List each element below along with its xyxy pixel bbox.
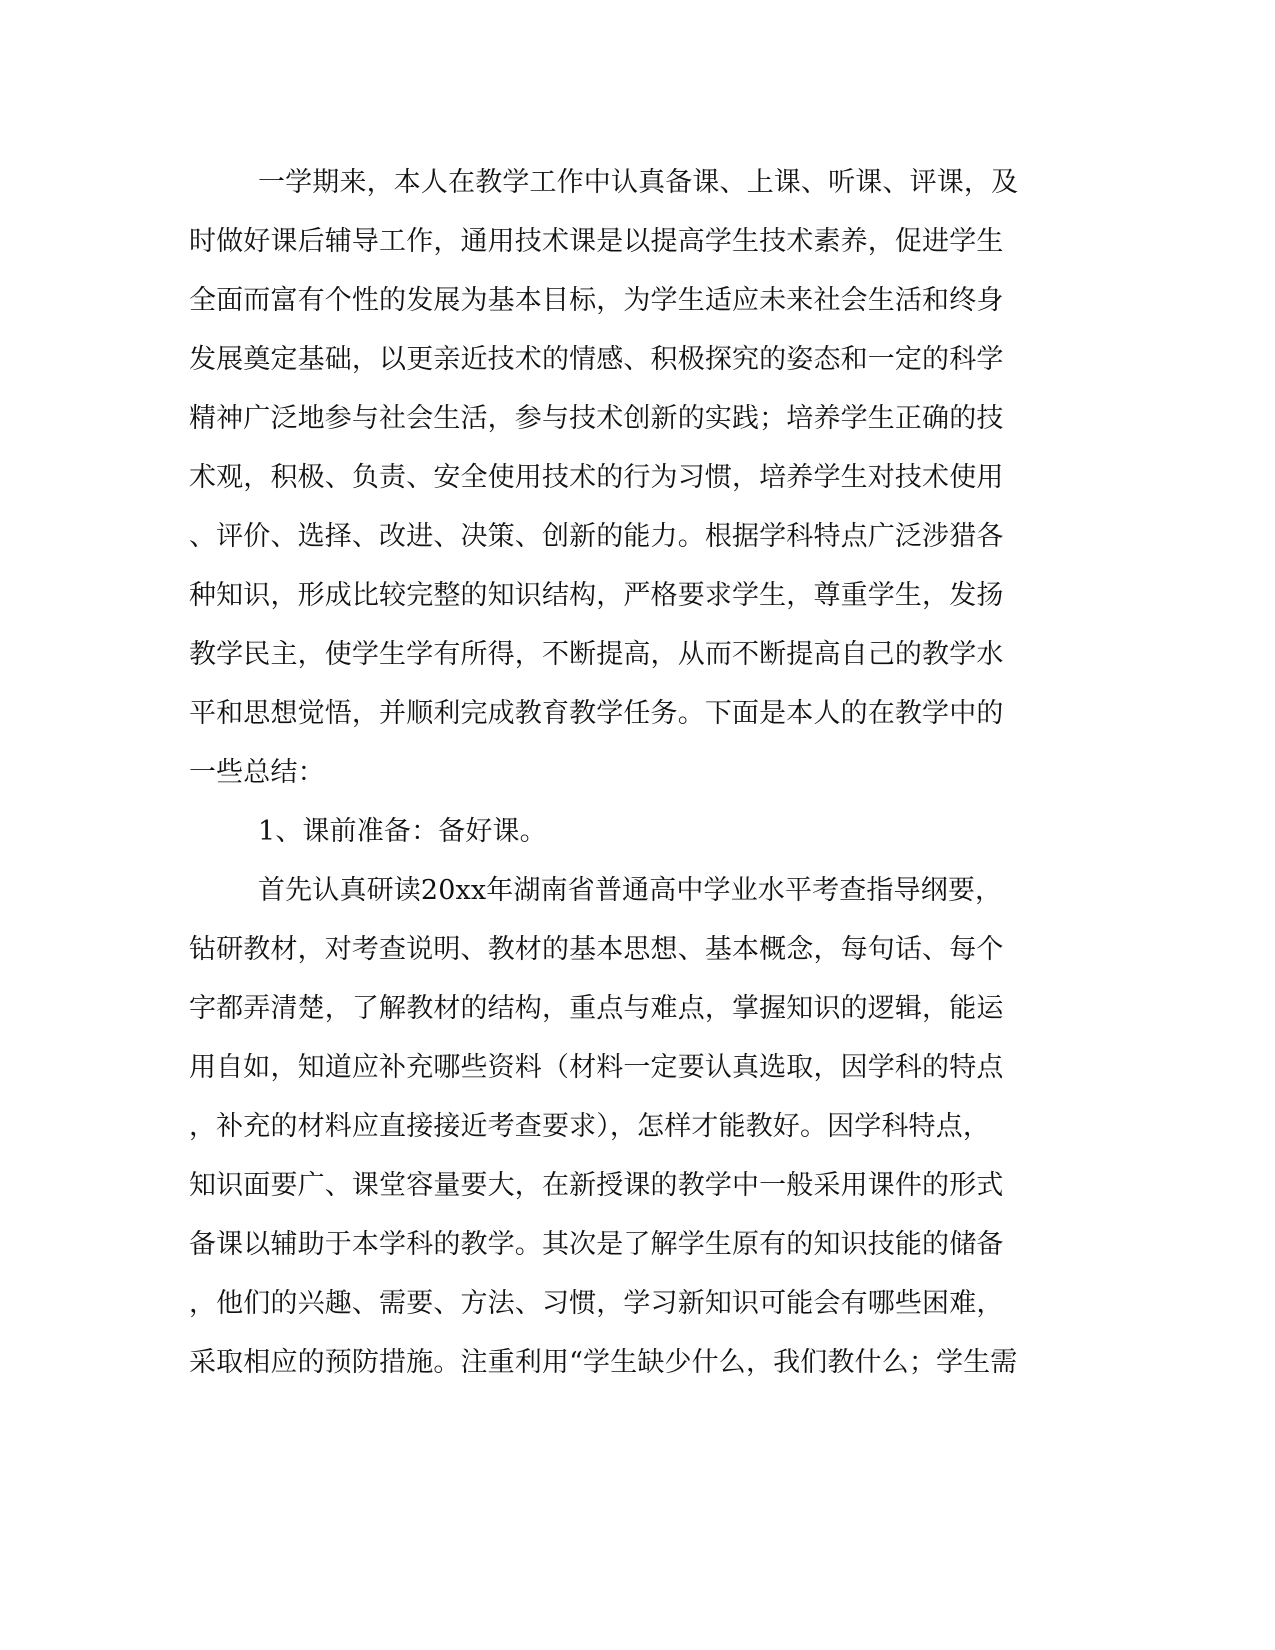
paragraph-1-line-8: 种知识，形成比较完整的知识结构，严格要求学生，尊重学生，发扬	[189, 580, 1004, 611]
paragraph-1-line-1: 一学期来，本人在教学工作中认真备课、上课、听课、评课，及	[258, 167, 1019, 198]
paragraph-1-line-5: 精神广泛地参与社会生活，参与技术创新的实践；培养学生正确的技	[189, 403, 1004, 434]
paragraph-2-line-9: 采取相应的预防措施。注重利用“学生缺少什么，我们教什么；学生需	[189, 1347, 1018, 1378]
paragraph-1-line-9: 教学民主，使学生学有所得，不断提高，从而不断提高自己的教学水	[189, 639, 1004, 670]
paragraph-2-line-6: 知识面要广、课堂容量要大，在新授课的教学中一般采用课件的形式	[189, 1170, 1004, 1201]
paragraph-2-line-2: 钻研教材，对考查说明、教材的基本思想、基本概念，每句话、每个	[189, 934, 1004, 965]
paragraph-1-line-10: 平和思想觉悟，并顺利完成教育教学任务。下面是本人的在教学中的	[189, 698, 1004, 729]
section-heading: 1、课前准备：备好课。	[258, 816, 547, 847]
paragraph-2-line-4: 用自如，知道应补充哪些资料（材料一定要认真选取，因学科的特点	[189, 1052, 1004, 1083]
paragraph-1-line-6: 术观，积极、负责、安全使用技术的行为习惯，培养学生对技术使用	[189, 462, 1004, 493]
paragraph-2-line-1: 首先认真研读20xx年湖南省普通高中学业水平考查指导纲要，	[258, 875, 1003, 906]
paragraph-1-line-2: 时做好课后辅导工作，通用技术课是以提高学生技术素养，促进学生	[189, 226, 1004, 257]
paragraph-2-line-3: 字都弄清楚，了解教材的结构，重点与难点，掌握知识的逻辑，能运	[189, 993, 1004, 1024]
paragraph-2-line-8: ，他们的兴趣、需要、方法、习惯，学习新知识可能会有哪些困难，	[189, 1288, 1004, 1319]
paragraph-2-line-7: 备课以辅助于本学科的教学。其次是了解学生原有的知识技能的储备	[189, 1229, 1004, 1260]
paragraph-1-line-4: 发展奠定基础，以更亲近技术的情感、积极探究的姿态和一定的科学	[189, 344, 1004, 375]
paragraph-1-line-11: 一些总结：	[189, 757, 325, 788]
paragraph-1-line-3: 全面而富有个性的发展为基本目标，为学生适应未来社会生活和终身	[189, 285, 1004, 316]
paragraph-2-line-5: ，补充的材料应直接接近考查要求），怎样才能教好。因学科特点，	[189, 1111, 990, 1142]
paragraph-1-line-7: 、评价、选择、改进、决策、创新的能力。根据学科特点广泛涉猎各	[189, 521, 1004, 552]
